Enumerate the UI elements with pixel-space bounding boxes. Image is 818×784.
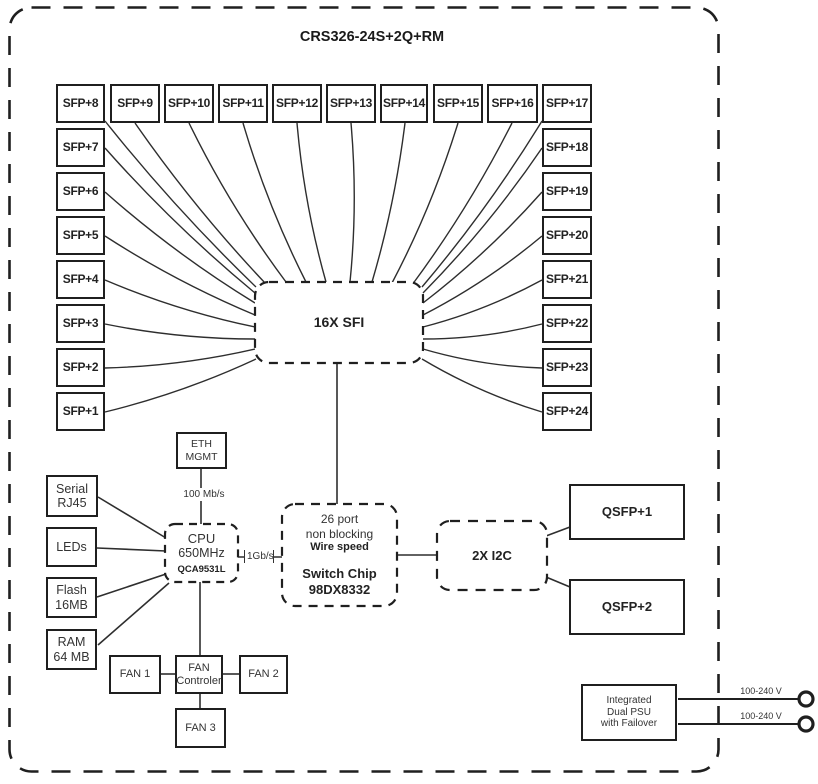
port-box-sfp24 [542,392,592,431]
port-box-sfp23 [542,348,592,387]
port-box-sfp1 [56,392,105,431]
fan-controller-line1: FAN [188,661,210,674]
port-box-sfp17 [542,84,592,123]
port-label: SFP+2 [62,359,99,374]
port-box-sfp22 [542,304,592,343]
port-box-sfp11 [218,84,268,123]
port-label: SFP+11 [222,95,264,110]
port-box-sfp21 [542,260,592,299]
flash-line2: 16MB [55,597,88,612]
serial-box [46,475,98,517]
ram-box [46,629,97,670]
port-label: SFP+20 [546,227,588,242]
eth-mgmt-box [176,432,227,469]
port-box-sfp15 [433,84,483,123]
sfi-block-label: 16X SFI [313,314,365,331]
port-label: SFP+21 [546,271,588,286]
fan3-box [175,708,226,748]
port-box-sfp19 [542,172,592,211]
port-box-sfp14 [380,84,428,123]
qsfp2-box [569,579,685,635]
leds-label: LEDs [56,539,87,554]
port-label: SFP+15 [437,95,479,110]
fan1-label: FAN 1 [119,668,151,681]
port-label: SFP+17 [546,95,588,110]
psu-line1: Integrated [606,695,652,707]
port-label: SFP+10 [168,95,210,110]
flash-line1: Flash [56,583,87,598]
switchchip-line2: non blocking [305,526,374,541]
port-label: SFP+6 [62,183,99,198]
cpu-block [165,524,238,582]
i2c-block-label: 2X I2C [472,547,512,563]
serial-line1: Serial [56,481,88,496]
serial-line2: RJ45 [57,496,87,510]
leds-box [46,527,97,567]
power-inlet-2-icon [799,717,813,731]
port-label: SFP+23 [546,359,588,374]
switchchip-line5: 98DX8332 [308,581,371,597]
cpu-line2: 650MHz [178,546,225,561]
psu-line3: with Failover [600,718,658,730]
switchchip-block [282,506,397,604]
serial-to-cpu-wire [98,497,166,538]
port-label: SFP+8 [62,95,99,110]
port-label: SFP+9 [117,95,153,110]
qsfp1-label: QSFP+1 [601,503,653,519]
port-label: SFP+7 [62,139,99,154]
port-label: SFP+3 [62,315,99,330]
eth-speed-label: 100 Mb/s [176,488,232,501]
port-label: SFP+18 [546,139,588,154]
cpu-line1: CPU [187,530,216,546]
eth-mgmt-line2: MGMT [185,450,218,463]
fan2-label: FAN 2 [248,668,279,681]
fan2-box [239,655,288,694]
diagram-title: CRS326-24S+2Q+RM [299,29,445,45]
port-label: SFP+19 [546,183,588,198]
port-box-sfp18 [542,128,592,167]
port-box-sfp20 [542,216,592,255]
port-label: SFP+14 [383,95,425,110]
switchchip-line1: 26 port [320,512,359,527]
port-box-sfp5 [56,216,105,255]
sfp-left-wires [105,121,256,412]
port-label: SFP+5 [62,227,99,242]
qsfp2-label: QSFP+2 [601,598,653,614]
flash-box [46,577,97,618]
port-label: SFP+1 [62,403,99,418]
ram-line1: RAM [57,635,86,650]
port-box-sfp2 [56,348,105,387]
port-box-sfp4 [56,260,105,299]
psu-line2: Dual PSU [607,706,651,718]
fan1-box [109,655,161,694]
cpu-chip-label: QCA9531L [177,564,226,576]
psu-box [581,684,677,741]
fan-controller-line2: Controler [176,674,222,687]
port-label: SFP+12 [276,95,318,110]
psu-voltage1-label: 100-240 V [740,686,782,696]
port-label: SFP+13 [330,95,372,110]
i2c-to-qsfp1-wire [546,527,570,536]
flash-to-cpu-wire [97,574,166,597]
switchchip-line3: Wire speed [310,541,369,554]
port-label: SFP+16 [491,95,534,110]
port-box-sfp10 [164,84,214,123]
port-box-sfp7 [56,128,105,167]
port-box-sfp8 [56,84,105,123]
port-box-sfp12 [272,84,322,123]
qsfp1-box [569,484,685,540]
port-box-sfp3 [56,304,105,343]
power-inlet-1-icon [799,692,813,706]
sfp-right-wires [422,121,542,412]
fan-controller-box [175,655,223,694]
cpu-link-speed-label: 1Gb/s [244,550,274,563]
port-box-sfp16 [487,84,538,123]
port-label: SFP+4 [62,271,99,286]
leds-to-cpu-wire [97,548,166,551]
switchchip-line4: Switch Chip [302,566,377,582]
port-label: SFP+24 [546,403,588,418]
port-box-sfp13 [326,84,376,123]
port-box-sfp6 [56,172,105,211]
ram-line2: 64 MB [53,649,90,664]
fan3-label: FAN 3 [185,721,216,734]
eth-mgmt-line1: ETH [191,438,212,451]
port-label: SFP+22 [546,315,588,330]
i2c-to-qsfp2-wire [546,577,570,587]
psu-voltage2-label: 100-240 V [740,711,782,721]
port-box-sfp9 [110,84,160,123]
